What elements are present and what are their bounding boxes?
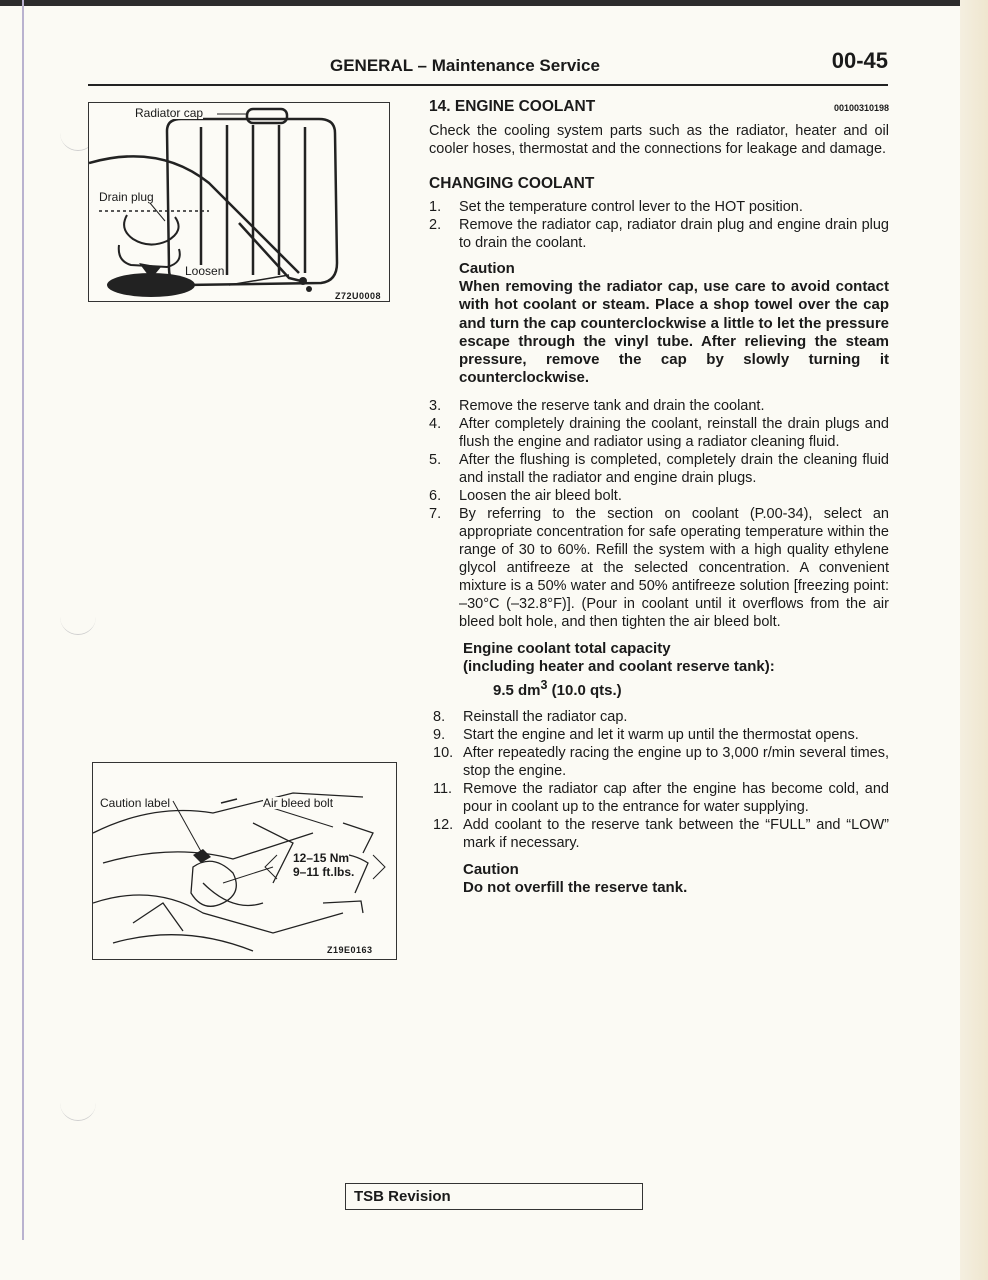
drain-plug-label: Drain plug	[99, 190, 154, 204]
torque-nm-label: 12–15 Nm	[293, 851, 350, 865]
steps-list-a	[429, 198, 889, 252]
binding-margin-rule	[22, 0, 24, 1240]
engine-bay-figure	[92, 762, 397, 960]
steps-list-b	[429, 397, 889, 631]
radiator-cap-label: Radiator cap	[135, 106, 204, 120]
figure-code: Z19E0163	[327, 945, 373, 955]
step-item: 11. Remove the radiator cap after the engine has become cold, and pour in coolant up to the entrance for water supplying.	[433, 780, 889, 815]
steps-list-c	[433, 708, 889, 852]
step-item: 12. Add coolant to the reserve tank between the “FULL” and “LOW” mark if necessary.	[433, 816, 889, 851]
header-title: GENERAL – Maintenance Service	[330, 56, 600, 75]
capacity-value: 9.5 $dm^3$ (10.0 qts.)	[493, 677, 622, 699]
intro-paragraph: Check the cooling system parts such as the radiator, heater and oil cooler hoses, thermostat and the connections for leakage and damage.	[429, 123, 889, 157]
step-item: 7. By referring to the section on coolant (P.00-34), select an appropriate concentration for safe operating temperature within the range of 30 to 60%. Refill the system with a high quality ethylene glycol antifreeze at the selected concentration. A convenient mixture is a 50% water and 50% antifreeze solution [freezing point: –30°C (–32.8°F)]. (Pour in coolant until it overflows from the air bleed bolt hole, and then tighten the air bleed bolt.	[429, 505, 889, 630]
tsb-revision-box	[345, 1183, 643, 1210]
step-item: 6. Loosen the air bleed bolt.	[429, 487, 622, 504]
torque-ftlbs-label: 9–11 ft.lbs.	[293, 865, 355, 879]
caution-title: Caution	[459, 260, 515, 277]
caution-text: Do not overfill the reserve tank.	[463, 878, 688, 896]
step-item: 5. After the flushing is completed, completely drain the cleaning fluid and install the radiator and engine drain plugs.	[429, 451, 889, 486]
step-item: 8. Reinstall the radiator cap.	[433, 708, 628, 725]
caution-box	[463, 861, 889, 897]
air-bleed-bolt-label: Air bleed bolt	[263, 796, 334, 810]
punch-hole	[60, 612, 96, 635]
page-right-edge	[960, 0, 988, 1280]
caution-box	[459, 260, 889, 388]
step-item: 4. After completely draining the coolant, reinstall the drain plugs and flush the engine and radiator using a radiator cleaning fluid.	[429, 415, 889, 450]
step-item: 10. After repeatedly racing the engine up to 3,000 r/min several times, stop the engine.	[433, 744, 889, 779]
punch-hole	[60, 1098, 96, 1121]
main-content	[429, 98, 889, 897]
capacity-line-2: (including heater and coolant reserve tank):	[463, 657, 775, 675]
section-title: 14. ENGINE COOLANT	[429, 98, 596, 115]
tsb-revision-label: TSB Revision	[354, 1188, 451, 1205]
step-item: 3. Remove the reserve tank and drain the coolant.	[429, 397, 765, 414]
page-header	[88, 48, 888, 86]
figure-code: Z72U0008	[335, 291, 382, 301]
page-top-edge	[0, 0, 988, 6]
step-item: 1. Set the temperature control lever to the HOT position.	[429, 199, 803, 215]
page-number: 00-45	[831, 48, 888, 73]
caution-title: Caution	[463, 860, 519, 878]
caution-label-label: Caution label	[100, 796, 171, 810]
radiator-figure	[88, 102, 390, 302]
step-item: 9. Start the engine and let it warm up until the thermostat opens.	[433, 726, 859, 743]
document-code: 00100310198	[833, 103, 889, 113]
loosen-label: Loosen	[185, 264, 225, 278]
step-item: 2. Remove the radiator cap, radiator drain plug and engine drain plug to drain the coolant.	[429, 217, 889, 251]
section-heading	[429, 98, 889, 117]
subheading: CHANGING COOLANT	[429, 175, 595, 192]
engine-bay-illustration	[93, 763, 396, 959]
coolant-capacity-spec	[463, 640, 889, 700]
capacity-line-1: Engine coolant total capacity	[463, 639, 671, 657]
caution-text: When removing the radiator cap, use care to avoid contact with hot coolant or steam. Place a shop towel over the cap and turn the cap counterclockwise a little to let the pressure escape through the vinyl tube. After relieving the steam pressure, remove the cap by slowly turning it counterclockwise.	[459, 278, 889, 387]
